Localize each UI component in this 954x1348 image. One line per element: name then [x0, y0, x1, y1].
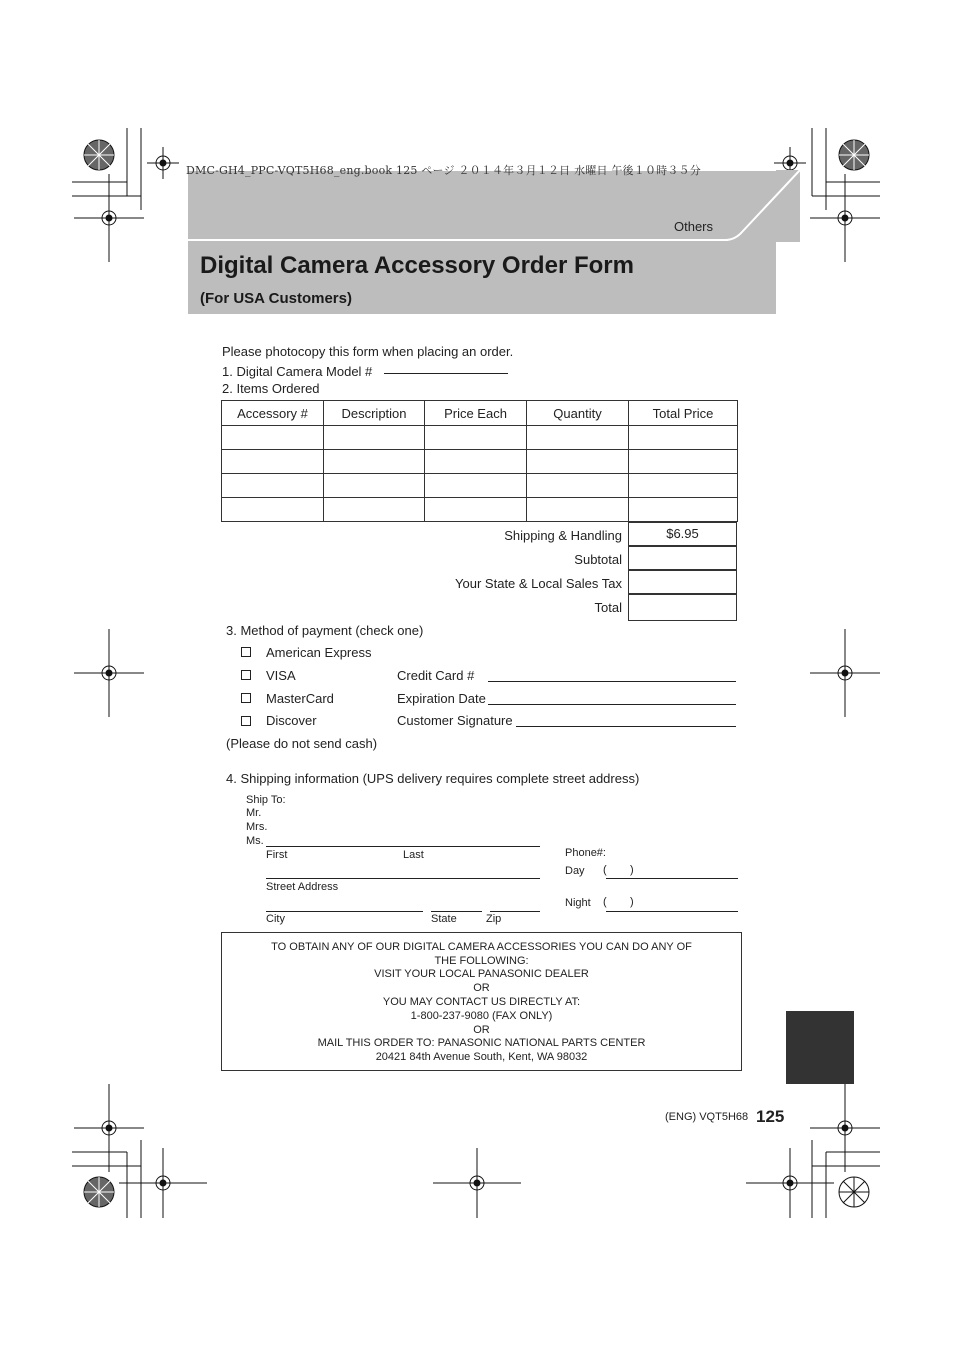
mastercard-label: MasterCard — [266, 691, 334, 706]
col-total-price: Total Price — [629, 401, 738, 426]
credit-card-label: Credit Card # — [397, 668, 475, 683]
section-label: Others — [674, 219, 714, 234]
table-cell[interactable] — [222, 426, 324, 450]
table-cell[interactable] — [324, 450, 425, 474]
shipping-heading: 4. Shipping information (UPS delivery requires complete street address) — [226, 771, 640, 786]
table-row — [222, 426, 738, 450]
model-field[interactable] — [384, 373, 508, 374]
table-cell[interactable] — [629, 498, 738, 522]
city-field[interactable] — [266, 911, 423, 912]
day-paren-close: ) — [630, 864, 634, 876]
section-tab — [786, 1011, 854, 1084]
items-table — [221, 400, 738, 522]
discover-checkbox[interactable] — [241, 716, 251, 726]
title-mrs: Mrs. — [246, 821, 268, 833]
name-field[interactable] — [266, 846, 540, 847]
state-label: State — [431, 913, 457, 925]
state-field[interactable] — [431, 911, 482, 912]
expiration-field[interactable] — [488, 704, 736, 705]
col-quantity: Quantity — [527, 401, 629, 426]
signature-field[interactable] — [516, 726, 736, 727]
table-cell[interactable] — [629, 426, 738, 450]
night-paren-close: ) — [630, 896, 634, 908]
ship-to-label: Ship To: — [246, 794, 286, 806]
title-mr: Mr. — [246, 807, 262, 819]
col-description: Description — [324, 401, 425, 426]
day-phone-label: Day — [565, 865, 585, 877]
table-cell[interactable] — [527, 450, 629, 474]
visa-label: VISA — [266, 668, 296, 683]
table-cell[interactable] — [527, 474, 629, 498]
street-label: Street Address — [266, 881, 339, 893]
table-cell[interactable] — [527, 498, 629, 522]
contact-line: YOU MAY CONTACT US DIRECTLY AT: — [382, 996, 581, 1008]
contact-line: MAIL THIS ORDER TO: PANASONIC NATIONAL PARTS CENTER — [317, 1037, 646, 1049]
contact-line: VISIT YOUR LOCAL PANASONIC DEALER — [374, 968, 589, 980]
table-cell[interactable] — [629, 450, 738, 474]
page-title: Digital Camera Accessory Order Form — [200, 252, 634, 279]
table-cell[interactable] — [425, 498, 527, 522]
contact-info-box — [221, 932, 742, 1071]
intro-text: Please photocopy this form when placing an order. — [222, 344, 514, 359]
model-label: 1. Digital Camera Model # — [222, 364, 373, 379]
day-phone-field[interactable] — [606, 878, 738, 879]
contact-line: THE FOLLOWING: — [434, 955, 529, 967]
street-field[interactable] — [266, 878, 540, 879]
table-cell[interactable] — [324, 474, 425, 498]
contact-line: 1-800-237-9080 (FAX ONLY) — [410, 1010, 553, 1022]
contact-line: TO OBTAIN ANY OF OUR DIGITAL CAMERA ACCESSORIES YOU CAN DO ANY OF — [271, 941, 692, 953]
table-row — [222, 450, 738, 474]
first-name-label: First — [266, 849, 288, 861]
last-name-label: Last — [403, 849, 424, 861]
table-cell[interactable] — [425, 474, 527, 498]
table-cell[interactable] — [425, 426, 527, 450]
header-tab-curve — [700, 170, 800, 242]
table-row — [222, 474, 738, 498]
credit-card-field[interactable] — [488, 681, 736, 682]
expiration-label: Expiration Date — [397, 691, 486, 706]
col-price-each: Price Each — [425, 401, 527, 426]
contact-line: 20421 84th Avenue South, Kent, WA 98032 — [375, 1051, 588, 1063]
shipping-handling-value: $6.95 — [628, 522, 737, 546]
table-cell[interactable] — [324, 426, 425, 450]
phone-label: Phone#: — [565, 847, 606, 859]
items-label: 2. Items Ordered — [222, 381, 320, 396]
table-cell[interactable] — [222, 498, 324, 522]
payment-heading: 3. Method of payment (check one) — [226, 623, 424, 638]
footer-code: (ENG) VQT5H68 — [665, 1111, 749, 1123]
mastercard-checkbox[interactable] — [241, 693, 251, 703]
sales-tax-field[interactable] — [628, 570, 737, 594]
table-row — [222, 498, 738, 522]
table-cell[interactable] — [425, 450, 527, 474]
night-phone-label: Night — [565, 897, 591, 909]
day-paren-open: ( — [603, 864, 607, 876]
table-cell[interactable] — [527, 426, 629, 450]
contact-line: OR — [473, 1024, 490, 1036]
subtotal-field[interactable] — [628, 546, 737, 570]
title-ms: Ms. — [246, 835, 264, 847]
zip-label: Zip — [486, 913, 502, 925]
table-cell[interactable] — [629, 474, 738, 498]
discover-label: Discover — [266, 713, 317, 728]
page-subtitle: (For USA Customers) — [200, 290, 352, 307]
table-header-row — [222, 401, 738, 426]
subtotal-label: Subtotal — [574, 552, 622, 567]
amex-label: American Express — [266, 645, 372, 660]
night-phone-field[interactable] — [606, 911, 738, 912]
table-cell[interactable] — [222, 474, 324, 498]
signature-label: Customer Signature — [397, 713, 513, 728]
cash-note: (Please do not send cash) — [226, 736, 378, 751]
night-paren-open: ( — [603, 896, 607, 908]
visa-checkbox[interactable] — [241, 670, 251, 680]
header-divider — [188, 239, 728, 241]
shipping-handling-label: Shipping & Handling — [504, 528, 622, 543]
contact-line: OR — [473, 982, 490, 994]
amex-checkbox[interactable] — [241, 647, 251, 657]
city-label: City — [266, 913, 285, 925]
print-slug: DMC-GH4_PPC-VQT5H68_eng.book 125 ページ ２０１４年３月１２日 水曜日 午後１０時３５分 — [186, 164, 701, 177]
col-accessory: Accessory # — [222, 401, 324, 426]
page-number: 125 — [756, 1107, 785, 1126]
sales-tax-label: Your State & Local Sales Tax — [455, 576, 622, 591]
total-label: Total — [594, 600, 622, 615]
zip-field[interactable] — [490, 911, 540, 912]
table-cell[interactable] — [324, 498, 425, 522]
table-cell[interactable] — [222, 450, 324, 474]
total-field[interactable] — [628, 594, 737, 621]
